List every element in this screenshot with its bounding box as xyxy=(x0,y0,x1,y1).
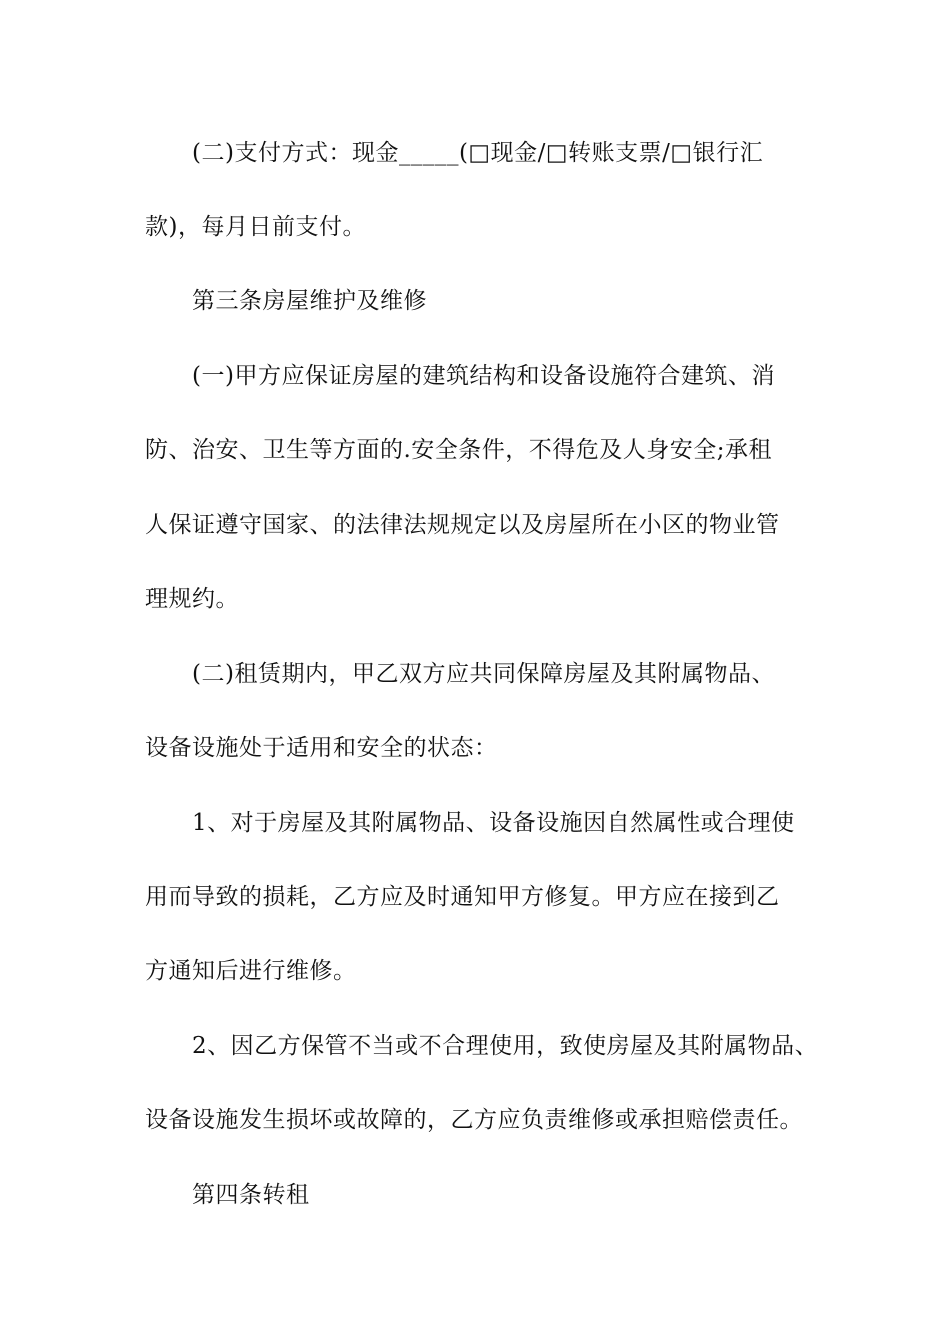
section-heading-article-3: 第三条房屋维护及维修 xyxy=(192,288,427,314)
paragraph-clause-2: (二)租赁期内，甲乙双方应共同保障房屋及其附属物品、 xyxy=(192,661,775,687)
paragraph-payment-method: (二)支付方式：现金_____(□现金/□转账支票/□银行汇 xyxy=(192,140,764,166)
paragraph-clause-1: (一)甲方应保证房屋的建筑结构和设备设施符合建筑、消 xyxy=(192,363,775,389)
paragraph-item-1: 1、对于房屋及其附属物品、设备设施因自然属性或合理使 xyxy=(192,810,795,836)
paragraph-item-2: 2、因乙方保管不当或不合理使用，致使房屋及其附属物品、 xyxy=(192,1033,819,1059)
paragraph-clause-1-cont: 防、治安、卫生等方面的.安全条件，不得危及人身安全;承租 xyxy=(145,437,773,463)
paragraph-payment-method-cont: 款)，每月日前支付。 xyxy=(145,214,366,240)
paragraph-item-2-cont: 设备设施发生损坏或故障的，乙方应负责维修或承担赔偿责任。 xyxy=(145,1107,803,1133)
paragraph-clause-2-cont: 设备设施处于适用和安全的状态： xyxy=(145,735,498,761)
paragraph-item-1-cont: 方通知后进行维修。 xyxy=(145,958,357,984)
paragraph-clause-1-cont: 理规约。 xyxy=(145,586,239,612)
section-heading-article-4: 第四条转租 xyxy=(192,1182,310,1208)
paragraph-item-1-cont: 用而导致的损耗，乙方应及时通知甲方修复。甲方应在接到乙 xyxy=(145,884,780,910)
paragraph-clause-1-cont: 人保证遵守国家、的法律法规规定以及房屋所在小区的物业管 xyxy=(145,512,780,538)
